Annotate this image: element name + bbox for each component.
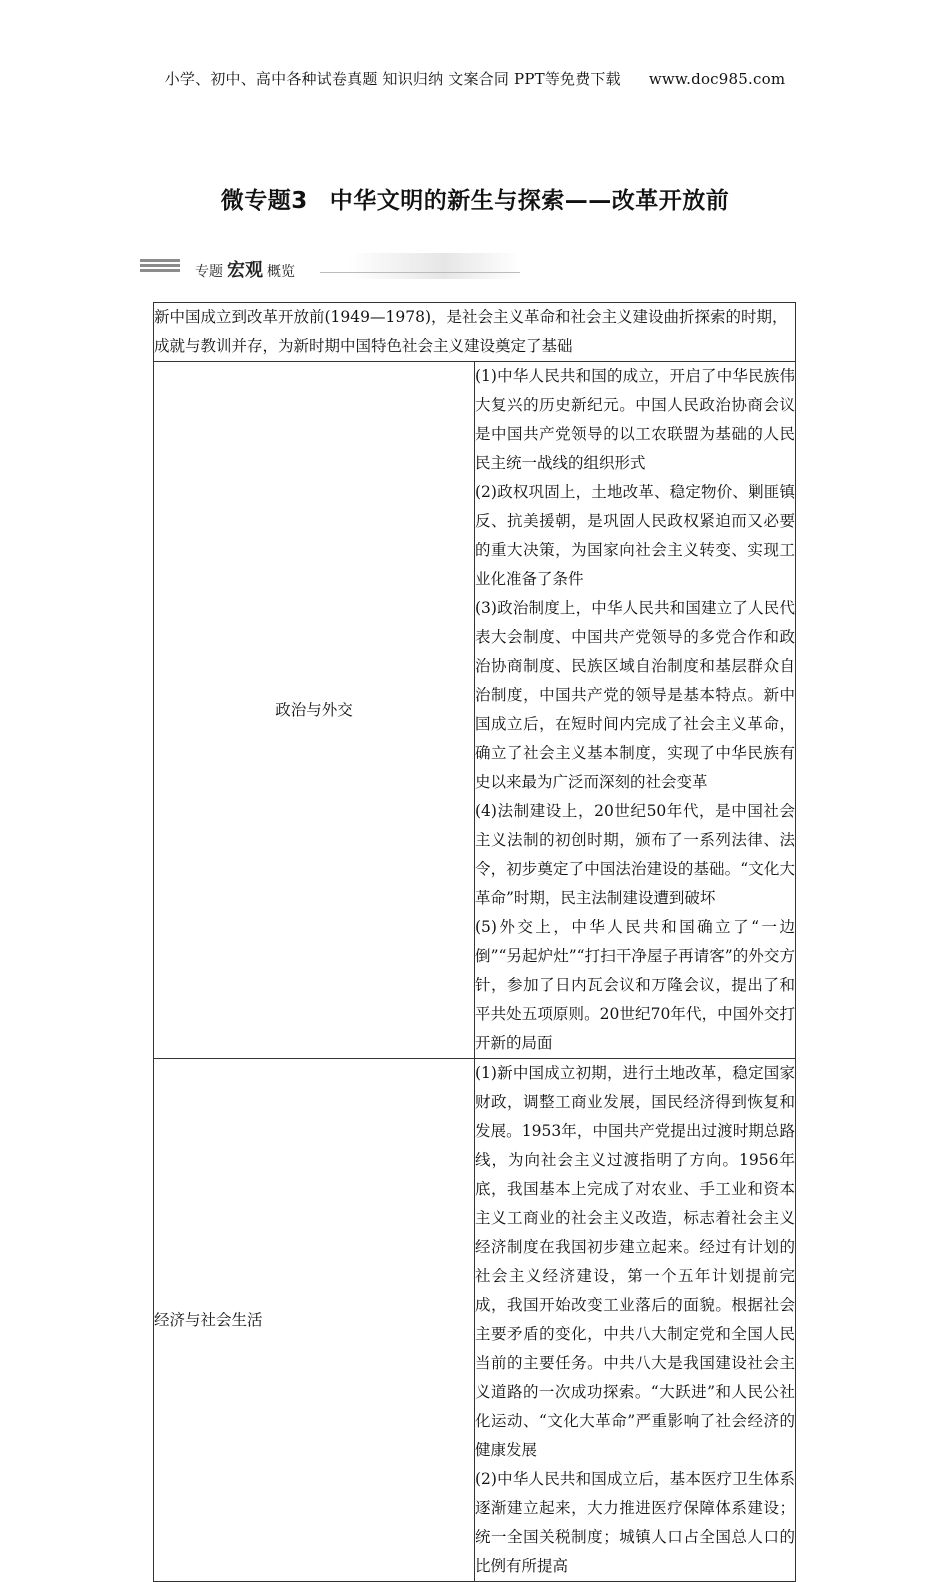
table-row-intro	[154, 303, 796, 362]
banner-emphasis: 宏观	[227, 260, 263, 281]
list-item: (2)政权巩固上，土地改革、稳定物价、剿匪镇反、抗美援朝，是巩固人民政权紧迫而又必要的重大决策，为国家向社会主义转变、实现工业化准备了条件	[475, 483, 795, 588]
row-content-economy	[475, 1059, 796, 1582]
banner-prefix: 专题	[195, 264, 223, 280]
title-number: 微专题3	[220, 188, 308, 214]
list-item: (4)法制建设上，20世纪50年代，是中国社会主义法制的初创时期，颁布了一系列法律、法令，初步奠定了中国法治建设的基础。“文化大革命”时期，民主法制建设遭到破坏	[475, 802, 795, 907]
list-item: (3)政治制度上，中华人民共和国建立了人民代表大会制度、中国共产党领导的多党合作和政治协商制度、民族区域自治制度和基层群众自治制度，中国共产党的领导是基本特点。新中国成立后，在短时间内完成了社会主义革命，确立了社会主义基本制度，实现了中华民族有史以来最为广泛而深刻的社会变革	[475, 599, 795, 791]
section-banner	[140, 253, 520, 279]
banner-suffix: 概览	[267, 264, 295, 280]
header-text: 小学、初中、高中各种试卷真题 知识归纳 文案合同 PPT等免费下载	[164, 70, 621, 88]
banner-text	[195, 256, 295, 282]
intro-cell: 新中国成立到改革开放前(1949—1978)，是社会主义革命和社会主义建设曲折探索的时期，成就与教训并存，为新时期中国特色社会主义建设奠定了基础	[154, 303, 796, 362]
list-item: (1)中华人民共和国的成立，开启了中华民族伟大复兴的历史新纪元。中国人民政治协商会议是中国共产党领导的以工农联盟为基础的人民民主统一战线的组织形式	[475, 367, 795, 472]
list-item: (2)中华人民共和国成立后，基本医疗卫生体系逐渐建立起来，大力推进医疗保障体系建设；统一全国关税制度；城镇人口占全国总人口的比例有所提高	[475, 1470, 795, 1575]
list-item: (5)外交上，中华人民共和国确立了“一边倒”“另起炉灶”“打扫干净屋子再请客”的外交方针，参加了日内瓦会议和万隆会议，提出了和平共处五项原则。20世纪70年代，中国外交打开新的局面	[475, 918, 795, 1052]
table-row-politics	[154, 362, 796, 1059]
row-content-politics	[475, 362, 796, 1059]
page-title	[0, 182, 950, 215]
page-header	[0, 68, 950, 89]
row-label-politics: 政治与外交	[154, 362, 475, 1059]
overview-table	[153, 302, 796, 1582]
banner-stripes-decoration	[140, 259, 180, 273]
table-row-economy	[154, 1059, 796, 1582]
title-text: 中华文明的新生与探索——改革开放前	[329, 188, 730, 214]
list-item: (1)新中国成立初期，进行土地改革，稳定国家财政，调整工商业发展，国民经济得到恢复和发展。1953年，中国共产党提出过渡时期总路线，为向社会主义过渡指明了方向。1956年底，我国基本上完成了对农业、手工业和资本主义工商业的社会主义改造，标志着社会主义经济制度在我国初步建立起来。经过有计划的社会主义经济建设，第一个五年计划提前完成，我国开始改变工业落后的面貌。根据社会主要矛盾的变化，中共八大制定党和全国人民当前的主要任务。中共八大是我国建设社会主义道路的一次成功探索。“大跃进”和人民公社化运动、“文化大革命”严重影响了社会经济的健康发展	[475, 1064, 795, 1459]
banner-rule	[320, 272, 520, 273]
header-site: www.doc985.com	[648, 70, 786, 88]
row-label-economy: 经济与社会生活	[154, 1059, 475, 1582]
